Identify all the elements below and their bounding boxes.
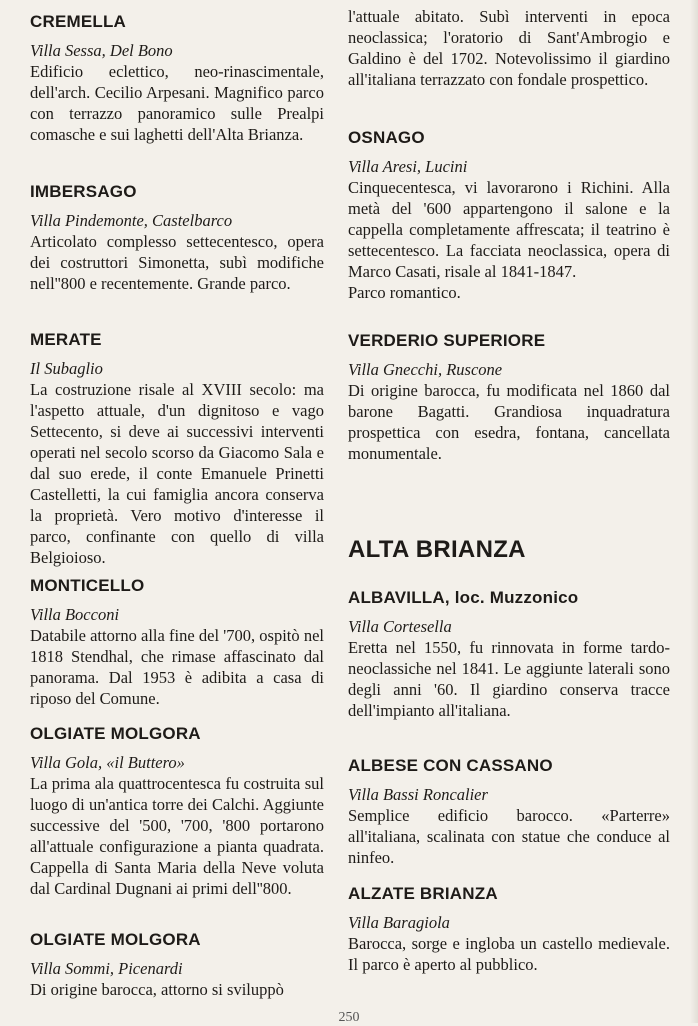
entry-albese-con-cassano [348, 756, 698, 868]
town-heading: CREMELLA [30, 12, 127, 31]
entry-monticello [0, 576, 338, 709]
villa-description: Eretta nel 1550, fu rinnovata in forme tardo-neoclassiche nel 1841. Le aggiunte laterali sono degli anni '60. Il giardino conserva tracce dell'impianto all'italiana. [348, 638, 670, 721]
villa-description: Barocca, sorge e ingloba un castello medievale. Il parco è aperto al pubblico. [348, 934, 670, 975]
left-column [0, 0, 338, 1023]
town-heading: VERDERIO SUPERIORE [348, 331, 546, 350]
page-edge-shadow [690, 0, 698, 1023]
entry-olgiate-molgora-sommi [0, 930, 338, 1000]
villa-name: Villa Sommi, Picenardi [30, 959, 183, 979]
town-heading: ALBAVILLA, loc. Muzzonico [348, 588, 579, 607]
continued-entry [348, 6, 698, 90]
town-heading: OLGIATE MOLGORA [30, 930, 201, 949]
villa-name: Villa Bocconi [30, 605, 120, 625]
town-heading: MERATE [30, 330, 102, 349]
villa-description-extra: Parco romantico. [348, 283, 461, 303]
entry-merate [0, 330, 338, 568]
entry-cremella [0, 12, 338, 145]
villa-description: Di origine barocca, fu modificata nel 1860 dal barone Bagatti. Grandiosa inquadratura prospettica con esedra, fontana, cancellata monumentale. [348, 381, 670, 464]
entry-osnago [348, 128, 698, 303]
continued-description: l'attuale abitato. Subì interventi in epoca neoclassica; l'oratorio di Sant'Ambrogio e Galdino è del 1702. Notevolissimo il giardino all'italiana terrazzato con fondale prospettico. [348, 7, 670, 89]
entry-imbersago [0, 182, 338, 294]
right-column [348, 0, 698, 1023]
villa-description: Edificio eclettico, neo-rinascimentale, dell'arch. Cecilio Arpesani. Magnifico parco con terrazzo panoramico sulle Prealpi comasche e sui laghetti dell'Alta Brianza. [30, 62, 324, 145]
entry-alzate-brianza [348, 884, 698, 975]
villa-description: La costruzione risale al XVIII secolo: ma l'aspetto attuale, d'un dignitoso e vago Settecento, si deve ai successivi interventi operati nel secolo scorso da Giacomo Sala e dal suo erede, il conte Emanuele Prinetti Castelletti, la cui famiglia ancora conserva la proprietà. Vero motivo d'interesse il parco, confinante con quello di villa Belgioioso. [30, 380, 324, 568]
villa-description: Di origine barocca, attorno si sviluppò [30, 980, 284, 1000]
villa-name: Villa Gola, «il Buttero» [30, 753, 185, 773]
section-alta-brianza [348, 536, 698, 564]
villa-name: Villa Sessa, Del Bono [30, 41, 173, 61]
villa-description: Articolato complesso settecentesco, opera dei costruttori Simonetta, subì modifiche nell''800 e recentemente. Grande parco. [30, 232, 324, 294]
entry-albavilla [348, 588, 698, 721]
page-number: 250 [338, 1010, 360, 1025]
villa-name: Villa Baragiola [348, 913, 450, 933]
town-heading: ALZATE BRIANZA [348, 884, 498, 903]
villa-name: Villa Cortesella [348, 617, 452, 637]
villa-name: Villa Gnecchi, Ruscone [348, 360, 503, 380]
villa-name: Il Subaglio [30, 359, 103, 379]
villa-description: Databile attorno alla fine del '700, ospitò nel 1818 Stendhal, che rimase affascinato dal panorama. Dal 1953 è adibita a casa di riposo del Comune. [30, 626, 324, 709]
town-heading: OSNAGO [348, 128, 425, 147]
town-heading: IMBERSAGO [30, 182, 137, 201]
villa-name: Villa Pindemonte, Castelbarco [30, 211, 233, 231]
town-heading: ALBESE CON CASSANO [348, 756, 553, 775]
entry-verderio-superiore [348, 331, 698, 464]
villa-name: Villa Aresi, Lucini [348, 157, 468, 177]
section-title: ALTA BRIANZA [348, 536, 526, 563]
villa-name: Villa Bassi Roncalier [348, 785, 488, 805]
villa-description: La prima ala quattrocentesca fu costruita sul luogo di un'antica torre dei Calchi. Aggiunte successive del '500, '700, '800 portarono all'attuale configurazione a pianta quadrata. Cappella di Santa Maria della Neve voluta dal Cardinal Dugnani ai primi dell''800. [30, 774, 324, 899]
town-heading: MONTICELLO [30, 576, 145, 595]
town-heading: OLGIATE MOLGORA [30, 724, 201, 743]
villa-description: Cinquecentesca, vi lavorarono i Richini. Alla metà del '600 appartengono il salone e la cappella completamente affrescata; il teatrino è settecentesco. La facciata neoclassica, opera di Marco Casati, risale al 1841-1847. [348, 178, 670, 282]
villa-description: Semplice edificio barocco. «Parterre» all'italiana, scalinata con statue che conduce al ninfeo. [348, 806, 670, 868]
entry-olgiate-molgora-gola [0, 724, 338, 899]
